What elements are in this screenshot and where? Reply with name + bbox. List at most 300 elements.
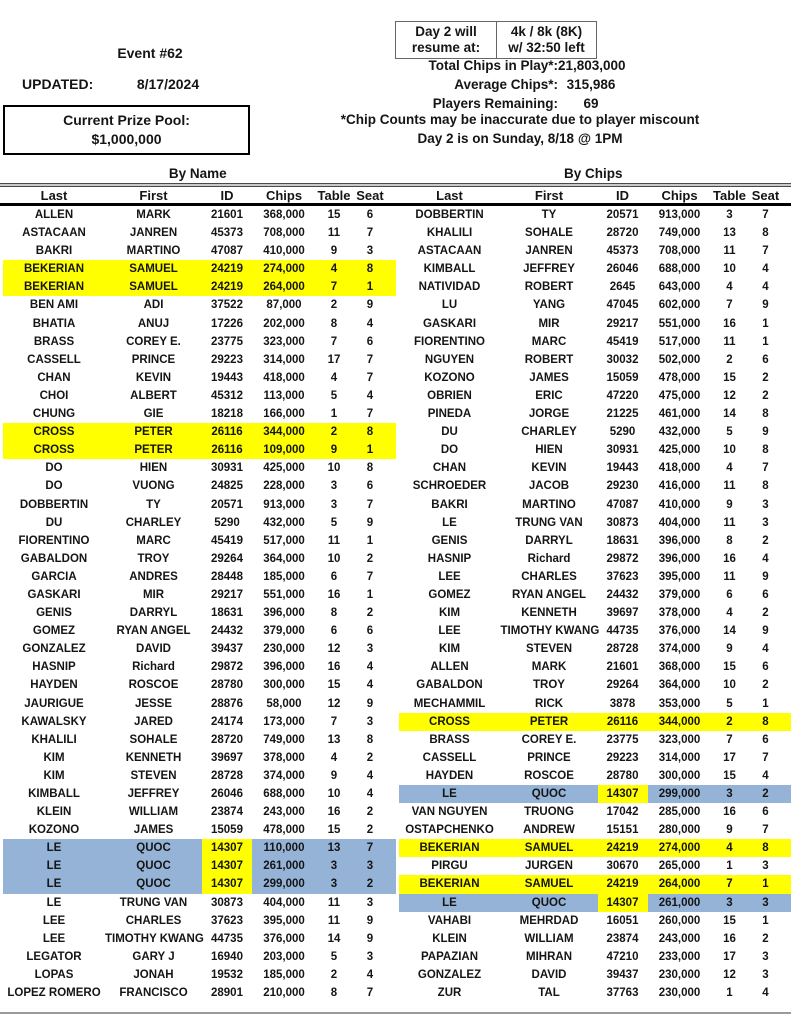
cell-first: YANG <box>532 299 566 312</box>
stat-total-chips <box>330 56 630 75</box>
cell-chips: 749,000 <box>658 227 701 240</box>
table-row <box>3 676 396 694</box>
cell-chips: 113,000 <box>263 389 305 402</box>
cell-seat: 4 <box>762 552 769 565</box>
cell-table: 2 <box>726 353 733 366</box>
cell-id: 26046 <box>211 788 243 800</box>
cell-last: GASKARI <box>27 588 81 601</box>
cell-seat: 4 <box>366 661 374 674</box>
cell-last: LEGATOR <box>26 950 82 963</box>
cell-last: ASTACAAN <box>22 227 86 240</box>
cell-table: 16 <box>327 806 341 819</box>
cell-chips: 502,000 <box>658 353 701 366</box>
cell-table: 7 <box>330 335 338 348</box>
cell-seat: 7 <box>366 227 374 240</box>
cell-id: 30931 <box>606 444 639 457</box>
table-row <box>3 821 396 839</box>
cell-chips: 185,000 <box>263 570 305 583</box>
cell-last: LE <box>46 860 62 873</box>
table-row <box>399 803 791 821</box>
cell-seat: 1 <box>366 444 374 457</box>
cell-chips: 368,000 <box>658 661 701 674</box>
cell-seat: 4 <box>366 389 374 402</box>
cell-first: SAMUEL <box>129 281 178 294</box>
cell-id: 47045 <box>606 299 639 312</box>
cell-id: 16940 <box>211 950 243 963</box>
cell-seat: 4 <box>366 679 374 692</box>
cell-last: NATIVIDAD <box>418 281 481 294</box>
cell-table: 3 <box>330 878 338 891</box>
cell-chips: 708,000 <box>658 245 701 258</box>
cell-table: 3 <box>726 896 733 909</box>
cell-chips: 913,000 <box>263 498 305 511</box>
cell-first: COREY E. <box>521 733 577 746</box>
by-name-header-row <box>0 189 396 203</box>
cell-id: 29872 <box>211 661 243 674</box>
cell-id: 29264 <box>606 679 639 692</box>
cell-first: SAMUEL <box>129 263 178 276</box>
cell-chips: 323,000 <box>263 335 305 348</box>
cell-id: 29264 <box>211 552 243 565</box>
cell-table: 14 <box>723 625 736 638</box>
table-row <box>399 658 791 676</box>
cell-first: RICK <box>534 697 564 710</box>
cell-last: GONZALEZ <box>417 968 482 981</box>
col-header-chips: Chips <box>661 188 698 203</box>
cell-table: 10 <box>327 462 341 475</box>
cell-id: 29217 <box>211 588 243 601</box>
cell-first: ANDREW <box>523 824 575 837</box>
cell-first: JORGE <box>528 408 570 421</box>
cell-seat: 8 <box>762 444 769 457</box>
cell-id: 47087 <box>211 245 243 258</box>
cell-first: MARTINO <box>126 245 181 258</box>
prize-pool-box <box>3 105 250 155</box>
cell-seat: 7 <box>762 245 769 258</box>
cell-table: 12 <box>327 697 341 710</box>
table-row <box>3 875 396 893</box>
cell-first: TY <box>146 498 161 511</box>
cell-last: KLEIN <box>432 932 467 945</box>
cell-id: 17226 <box>211 317 243 330</box>
cell-first: JURGEN <box>525 860 573 873</box>
cell-id: 45419 <box>211 534 243 547</box>
cell-table: 5 <box>330 516 338 529</box>
cell-first: WILLIAM <box>524 932 574 945</box>
cell-last: PINEDA <box>427 408 472 421</box>
table-row <box>3 586 396 604</box>
cell-id: 3878 <box>609 697 636 710</box>
cell-table: 1 <box>726 860 733 873</box>
table-row <box>399 351 791 369</box>
table-row <box>3 695 396 713</box>
cell-first: DAVID <box>531 968 567 981</box>
cell-table: 4 <box>330 263 338 276</box>
cell-first: KEVIN <box>135 371 172 384</box>
cell-seat: 6 <box>762 588 769 601</box>
cell-first: STEVEN <box>130 769 177 782</box>
cell-seat: 7 <box>366 371 374 384</box>
cell-id: 14307 <box>598 785 648 803</box>
cell-chips: 378,000 <box>658 607 701 620</box>
cell-last: JAURIGUE <box>24 697 84 710</box>
stat-value: 315,986 <box>566 77 616 92</box>
cell-table: 12 <box>327 643 341 656</box>
table-row <box>3 532 396 550</box>
cell-seat: 7 <box>366 570 374 583</box>
cell-seat: 1 <box>762 697 769 710</box>
cell-first: MIHRAN <box>526 950 572 963</box>
tournament-stats <box>330 56 630 113</box>
cell-chips: 233,000 <box>658 950 701 963</box>
cell-seat: 6 <box>366 625 374 638</box>
cell-table: 4 <box>726 281 733 294</box>
table-row <box>399 206 791 224</box>
cell-seat: 7 <box>762 209 769 221</box>
table-row <box>3 839 396 857</box>
cell-last: CROSS <box>33 426 75 439</box>
table-row <box>3 894 396 912</box>
cell-seat: 4 <box>762 769 769 782</box>
cell-chips: 110,000 <box>263 842 305 855</box>
cell-chips: 688,000 <box>263 788 305 800</box>
cell-chips: 396,000 <box>658 552 701 565</box>
table-row <box>3 423 396 441</box>
cell-id: 29872 <box>606 552 639 565</box>
cell-table: 7 <box>330 281 338 294</box>
cell-table: 7 <box>726 733 733 746</box>
cell-first: MARK <box>136 209 171 221</box>
cell-chips: 396,000 <box>658 534 701 547</box>
resume-box <box>395 21 597 59</box>
cell-first: MARC <box>531 335 567 348</box>
cell-last: LE <box>46 842 62 855</box>
cell-chips: 243,000 <box>658 932 701 945</box>
cell-id: 18631 <box>606 534 639 547</box>
table-row <box>3 459 396 477</box>
cell-first: HIEN <box>139 462 168 475</box>
cell-chips: 265,000 <box>658 860 701 873</box>
cell-chips: 379,000 <box>263 625 305 638</box>
cell-seat: 7 <box>366 987 374 1000</box>
cell-last: PAPAZIAN <box>420 950 479 963</box>
cell-id: 39437 <box>606 968 639 981</box>
cell-last: HASNIP <box>32 661 76 674</box>
cell-first: SOHALE <box>525 227 573 240</box>
cell-table: 8 <box>330 317 338 330</box>
table-row <box>399 640 791 658</box>
updated-label: UPDATED: <box>22 76 94 92</box>
cell-seat: 8 <box>762 842 769 855</box>
cell-chips: 353,000 <box>658 697 701 710</box>
by-chips-title: By Chips <box>563 166 623 181</box>
cell-seat: 3 <box>366 860 374 873</box>
cell-last: NGUYEN <box>424 353 475 366</box>
cell-last: CASSELL <box>422 751 477 764</box>
cell-table: 13 <box>327 842 341 855</box>
cell-last: GOMEZ <box>32 625 76 638</box>
cell-last: BEN AMI <box>29 299 79 312</box>
table-row <box>3 315 396 333</box>
cell-chips: 87,000 <box>266 299 302 312</box>
cell-last: CROSS <box>429 715 470 728</box>
table-row <box>399 568 791 586</box>
by-name-title: By Name <box>168 166 227 181</box>
cell-last: GASKARI <box>422 317 477 330</box>
table-row <box>3 369 396 387</box>
cell-chips: 323,000 <box>658 733 701 746</box>
cell-table: 15 <box>327 679 341 692</box>
cell-table: 15 <box>327 824 341 837</box>
cell-first: SOHALE <box>129 733 178 746</box>
cell-chips: 264,000 <box>263 281 305 294</box>
cell-first: KEVIN <box>531 462 567 475</box>
cell-id: 23775 <box>211 335 243 348</box>
cell-id: 20571 <box>211 498 243 511</box>
cell-seat: 9 <box>762 625 769 638</box>
cell-last: CHAN <box>432 462 467 475</box>
cell-chips: 299,000 <box>658 788 701 800</box>
cell-last: BEKERIAN <box>23 263 85 276</box>
cell-table: 11 <box>723 480 736 493</box>
cell-id: 18631 <box>211 607 243 620</box>
cell-first: TY <box>541 209 557 221</box>
resume-blinds: 4k / 8k (8K) <box>510 24 583 39</box>
cell-first: RYAN ANGEL <box>116 625 191 638</box>
cell-seat: 6 <box>366 480 374 493</box>
divider-bottom <box>0 1012 791 1014</box>
table-row <box>399 333 791 351</box>
cell-last: LOPEZ ROMERO <box>7 987 101 1000</box>
resume-label-line1: Day 2 will <box>415 24 477 39</box>
cell-first: WILLIAM <box>128 806 179 819</box>
table-row <box>3 930 396 948</box>
cell-table: 2 <box>330 968 338 981</box>
cell-chips: 395,000 <box>263 914 305 927</box>
cell-table: 9 <box>726 824 733 837</box>
cell-id: 24432 <box>211 625 243 638</box>
cell-table: 16 <box>723 552 736 565</box>
cell-chips: 410,000 <box>263 245 305 258</box>
divider-double <box>0 183 791 187</box>
table-row <box>3 278 396 296</box>
cell-table: 9 <box>726 498 733 511</box>
table-row <box>399 369 791 387</box>
cell-table: 4 <box>726 462 733 475</box>
cell-id: 20571 <box>606 209 639 221</box>
table-row <box>3 731 396 749</box>
cell-last: MECHAMMIL <box>413 697 486 710</box>
cell-chips: 396,000 <box>263 607 305 620</box>
table-row <box>399 532 791 550</box>
table-row <box>399 514 791 532</box>
cell-chips: 364,000 <box>658 679 701 692</box>
cell-seat: 8 <box>762 480 769 493</box>
cell-first: TAL <box>538 987 560 1000</box>
cell-first: TROY <box>533 679 565 692</box>
cell-id: 24219 <box>211 263 243 276</box>
cell-seat: 2 <box>366 607 374 620</box>
cell-id: 14307 <box>202 839 252 857</box>
table-row <box>399 695 791 713</box>
cell-seat: 8 <box>762 227 769 240</box>
cell-seat: 3 <box>366 950 374 963</box>
cell-seat: 8 <box>366 263 374 276</box>
cell-seat: 2 <box>762 607 769 620</box>
cell-last: KHALILI <box>31 733 77 746</box>
cell-first: VUONG <box>132 480 175 493</box>
cell-id: 39697 <box>606 607 639 620</box>
cell-chips: 374,000 <box>658 643 701 656</box>
cell-chips: 379,000 <box>658 588 701 601</box>
cell-last: LEE <box>42 914 66 927</box>
cell-last: BAKRI <box>431 498 468 511</box>
cell-id: 24219 <box>211 281 243 294</box>
cell-seat: 6 <box>762 806 769 819</box>
table-row <box>399 441 791 459</box>
cell-id: 30032 <box>606 353 639 366</box>
cell-table: 16 <box>723 806 736 819</box>
table-row <box>3 296 396 314</box>
cell-last: KAWALSKY <box>21 715 87 728</box>
table-row <box>3 948 396 966</box>
cell-id: 23874 <box>211 806 243 819</box>
table-row <box>399 296 791 314</box>
cell-last: BAKRI <box>35 245 73 258</box>
cell-last: BEKERIAN <box>419 878 480 891</box>
cell-first: QUOC <box>136 842 171 855</box>
cell-first: TRUNG VAN <box>119 896 188 909</box>
cell-table: 7 <box>726 299 733 312</box>
cell-chips: 396,000 <box>263 661 305 674</box>
cell-seat: 7 <box>366 408 374 421</box>
cell-table: 15 <box>723 914 736 927</box>
cell-chips: 202,000 <box>263 317 305 330</box>
cell-seat: 9 <box>762 299 769 312</box>
cell-id: 14307 <box>202 857 252 875</box>
table-row <box>3 550 396 568</box>
cell-chips: 243,000 <box>263 806 305 819</box>
cell-chips: 374,000 <box>263 769 305 782</box>
cell-last: CHOI <box>39 389 69 402</box>
table-row <box>3 477 396 495</box>
cell-table: 17 <box>723 950 736 963</box>
cell-last: BRASS <box>429 733 470 746</box>
cell-id: 30931 <box>211 462 243 475</box>
cell-chips: 264,000 <box>658 878 701 891</box>
cell-table: 10 <box>723 679 736 692</box>
cell-first: SAMUEL <box>524 842 574 855</box>
cell-first: DARRYL <box>525 534 573 547</box>
cell-chips: 261,000 <box>658 896 701 909</box>
cell-seat: 7 <box>762 824 769 837</box>
cell-first: ERIC <box>535 389 563 402</box>
cell-table: 15 <box>723 769 736 782</box>
cell-last: CASSELL <box>27 353 81 366</box>
cell-seat: 9 <box>366 516 374 529</box>
col-header-last: Last <box>436 188 463 203</box>
cell-seat: 8 <box>366 462 374 475</box>
cell-table: 3 <box>330 860 338 873</box>
cell-seat: 2 <box>762 371 769 384</box>
cell-id: 28780 <box>211 679 243 692</box>
col-header-chips: Chips <box>265 188 303 203</box>
cell-first: GIE <box>143 408 164 421</box>
table-row <box>3 333 396 351</box>
cell-table: 10 <box>327 788 341 800</box>
cell-id: 28720 <box>606 227 639 240</box>
cell-last: ASTACAAN <box>417 245 482 258</box>
cell-chips: 404,000 <box>658 516 701 529</box>
cell-first: JEFFREY <box>523 263 575 276</box>
cell-table: 14 <box>327 932 341 945</box>
cell-id: 24432 <box>606 588 639 601</box>
table-row <box>399 749 791 767</box>
cell-seat: 1 <box>762 335 769 348</box>
cell-id: 5290 <box>609 426 636 439</box>
cell-seat: 4 <box>366 317 374 330</box>
cell-seat: 4 <box>366 769 374 782</box>
cell-last: GOMEZ <box>428 588 471 601</box>
prize-pool-label: Current Prize Pool: <box>63 112 190 128</box>
table-row <box>3 568 396 586</box>
cell-last: GABALDON <box>416 679 483 692</box>
cell-seat: 4 <box>762 263 769 276</box>
cell-first: MARC <box>136 534 171 547</box>
cell-table: 5 <box>726 426 733 439</box>
cell-id: 19443 <box>606 462 639 475</box>
cell-first: HIEN <box>535 444 563 457</box>
cell-id: 45373 <box>211 227 243 240</box>
cell-chips: 58,000 <box>266 697 302 710</box>
cell-first: TRUONG <box>524 806 574 819</box>
cell-first: JAMES <box>133 824 174 837</box>
cell-table: 13 <box>723 227 736 240</box>
cell-id: 37623 <box>211 914 243 927</box>
table-row <box>3 640 396 658</box>
cell-table: 10 <box>723 263 736 276</box>
cell-last: DU <box>45 516 63 529</box>
cell-table: 16 <box>327 588 341 601</box>
cell-seat: 3 <box>762 950 769 963</box>
cell-table: 15 <box>327 209 341 221</box>
cell-table: 11 <box>723 570 736 583</box>
cell-table: 3 <box>330 498 338 511</box>
cell-chips: 475,000 <box>658 389 701 402</box>
cell-table: 1 <box>330 408 338 421</box>
table-row <box>399 622 791 640</box>
table-row <box>399 242 791 260</box>
cell-chips: 230,000 <box>658 968 701 981</box>
cell-first: JARED <box>134 715 173 728</box>
cell-id: 30670 <box>606 860 639 873</box>
cell-last: LOPAS <box>34 968 74 981</box>
cell-chips: 913,000 <box>658 209 701 221</box>
cell-last: LEE <box>42 932 66 945</box>
cell-seat: 8 <box>762 715 769 728</box>
cell-last: VAHABI <box>427 914 472 927</box>
cell-seat: 2 <box>762 389 769 402</box>
cell-last: KLEIN <box>36 806 72 819</box>
table-titles <box>0 166 791 181</box>
cell-chips: 517,000 <box>658 335 701 348</box>
cell-last: ZUR <box>437 987 462 1000</box>
cell-seat: 9 <box>366 697 374 710</box>
cell-table: 16 <box>327 661 341 674</box>
cell-last: GARCIA <box>31 570 77 583</box>
cell-chips: 300,000 <box>658 769 701 782</box>
cell-last: KIM <box>43 751 65 764</box>
